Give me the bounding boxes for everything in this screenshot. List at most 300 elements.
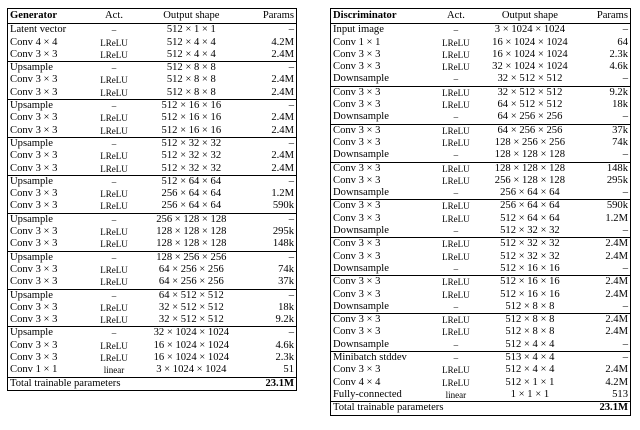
layer-cell: Conv 3 × 3 — [331, 200, 435, 213]
table-row — [331, 213, 631, 225]
activation-cell: LReLU — [435, 238, 477, 251]
table-row — [8, 340, 297, 352]
table-row — [8, 112, 297, 124]
layer-cell: Conv 3 × 3 — [10, 301, 58, 313]
table-row — [8, 352, 297, 364]
params-cell: 4.6k — [609, 61, 628, 73]
activation-cell: LReLU — [100, 264, 128, 275]
output-shape-cell: 256 × 64 × 64 — [161, 200, 222, 212]
activation-cell: – — [453, 339, 459, 350]
activation-cell: LReLU — [100, 151, 128, 162]
layer-cell: Conv 3 × 3 — [333, 326, 381, 338]
params-cell: – — [622, 300, 628, 312]
activation-cell: LReLU — [442, 289, 470, 300]
output-shape-cell: 16 × 1024 × 1024 — [492, 36, 568, 48]
output-shape-cell: 512 × 8 × 8 — [136, 62, 247, 75]
params-cell: – — [622, 149, 628, 161]
layer-cell: Upsample — [8, 100, 93, 113]
layer-cell: Conv 3 × 3 — [333, 136, 381, 148]
params-cell: 64 — [617, 36, 628, 48]
table-row — [331, 61, 631, 73]
header-act: Act. — [435, 9, 477, 24]
table-row — [331, 162, 631, 175]
params-cell: 2.4M — [271, 86, 294, 98]
output-shape-cell: 32 × 512 × 512 — [497, 73, 563, 85]
generator-header-row — [8, 9, 297, 24]
layer-cell: Downsample — [333, 187, 389, 199]
table-row — [331, 238, 631, 251]
layer-cell: Conv 1 × 1 — [10, 364, 58, 376]
layer-cell: Upsample — [8, 175, 93, 188]
activation-cell: linear — [445, 389, 467, 400]
output-shape-cell: 512 × 32 × 32 — [477, 238, 583, 251]
params-cell: – — [622, 338, 628, 350]
params-cell: 148k — [583, 162, 631, 175]
layer-cell: Conv 3 × 3 — [333, 364, 381, 376]
layer-cell: Conv 3 × 3 — [331, 162, 435, 175]
activation-cell: LReLU — [100, 125, 128, 136]
activation-cell: LReLU — [435, 162, 477, 175]
layer-cell: Latent vector — [10, 24, 67, 36]
layer-cell: Conv 3 × 3 — [10, 124, 58, 136]
activation-cell: – — [111, 25, 117, 36]
output-shape-cell: 16 × 1024 × 1024 — [153, 339, 230, 351]
table-row — [331, 289, 631, 301]
discriminator-table — [330, 8, 631, 416]
activation-cell: LReLU — [442, 37, 470, 48]
layer-cell: Conv 3 × 3 — [10, 112, 58, 124]
layer-cell: Upsample — [8, 137, 93, 150]
table-row — [8, 226, 297, 238]
table-row — [8, 213, 297, 226]
params-cell: 1.2M — [271, 188, 294, 200]
params-cell: – — [288, 24, 294, 36]
activation-cell: – — [92, 137, 136, 150]
layer-cell: Conv 3 × 3 — [10, 263, 58, 275]
activation-cell: LReLU — [100, 315, 128, 326]
activation-cell: – — [92, 62, 136, 75]
layer-cell: Conv 3 × 3 — [10, 188, 58, 200]
table-row — [331, 175, 631, 187]
output-shape-cell: 512 × 8 × 8 — [477, 314, 583, 327]
output-shape-cell: 32 × 512 × 512 — [158, 314, 224, 326]
activation-cell: LReLU — [100, 87, 128, 98]
layer-cell: Downsample — [333, 262, 389, 274]
activation-cell: LReLU — [100, 227, 128, 238]
params-cell: 74k — [612, 136, 628, 148]
output-shape-cell: 32 × 1024 × 1024 — [136, 327, 247, 340]
layer-cell: Conv 3 × 3 — [333, 288, 381, 300]
layer-cell: Conv 3 × 3 — [10, 226, 58, 238]
table-row — [331, 73, 631, 86]
total-label: Total trainable parameters — [8, 377, 247, 390]
table-row — [331, 276, 631, 289]
output-shape-cell: 1 × 1 × 1 — [510, 388, 550, 400]
table-row — [331, 251, 631, 263]
activation-cell: – — [92, 175, 136, 188]
output-shape-cell: 512 × 16 × 16 — [161, 124, 222, 136]
output-shape-cell: 512 × 1 × 1 — [166, 24, 216, 36]
activation-cell: – — [453, 301, 459, 312]
table-row — [331, 49, 631, 61]
table-row — [8, 200, 297, 213]
output-shape-cell: 512 × 4 × 4 — [166, 36, 216, 48]
activation-cell: LReLU — [100, 113, 128, 124]
layer-cell: Input image — [333, 24, 384, 36]
output-shape-cell: 16 × 1024 × 1024 — [153, 352, 230, 364]
params-cell: – — [622, 24, 628, 36]
layer-cell: Conv 3 × 3 — [10, 314, 58, 326]
output-shape-cell: 16 × 1024 × 1024 — [492, 48, 568, 60]
output-shape-cell: 3 × 1024 × 1024 — [494, 24, 566, 36]
params-cell: – — [622, 225, 628, 237]
params-cell: 9.2k — [275, 314, 294, 326]
output-shape-cell: 512 × 32 × 32 — [500, 250, 560, 262]
activation-cell: – — [92, 100, 136, 113]
layer-cell: Conv 3 × 3 — [10, 150, 58, 162]
activation-cell: LReLU — [442, 137, 470, 148]
params-cell: 4.2M — [605, 376, 628, 388]
output-shape-cell: 512 × 32 × 32 — [136, 137, 247, 150]
table-row — [8, 37, 297, 49]
output-shape-cell: 256 × 128 × 128 — [136, 213, 247, 226]
table-row — [331, 200, 631, 213]
activation-cell: LReLU — [442, 377, 470, 388]
output-shape-cell: 512 × 8 × 8 — [166, 86, 216, 98]
table-row — [331, 352, 631, 365]
params-cell: – — [622, 262, 628, 274]
activation-cell: LReLU — [100, 201, 128, 212]
table-row — [331, 99, 631, 111]
output-shape-cell: 512 × 8 × 8 — [505, 300, 555, 312]
params-cell: 51 — [283, 364, 294, 376]
table-row — [331, 314, 631, 327]
params-cell: 2.4M — [271, 112, 294, 124]
output-shape-cell: 512 × 4 × 4 — [505, 338, 555, 350]
layer-cell: Conv 1 × 1 — [333, 36, 381, 48]
layer-cell: Upsample — [8, 213, 93, 226]
params-cell: – — [247, 175, 297, 188]
params-cell: 2.4M — [583, 314, 631, 327]
output-shape-cell: 512 × 8 × 8 — [166, 74, 216, 86]
header-params: Params — [583, 9, 631, 24]
header-params: Params — [247, 9, 297, 24]
table-row — [331, 37, 631, 49]
params-cell: 590k — [272, 200, 294, 212]
output-shape-cell: 512 × 16 × 16 — [161, 112, 222, 124]
output-shape-cell: 32 × 1024 × 1024 — [492, 61, 568, 73]
table-row — [8, 276, 297, 289]
params-cell: 18k — [278, 301, 294, 313]
layer-cell: Conv 3 × 3 — [331, 276, 435, 289]
activation-cell: – — [92, 327, 136, 340]
output-shape-cell: 3 × 1024 × 1024 — [156, 364, 227, 376]
table-row — [8, 327, 297, 340]
total-value: 23.1M — [247, 377, 297, 390]
output-shape-cell: 512 × 32 × 32 — [161, 162, 222, 174]
total-row — [331, 402, 631, 415]
params-cell: 2.4M — [605, 364, 628, 376]
header-layer: Discriminator — [331, 9, 435, 24]
params-cell: 2.4M — [583, 238, 631, 251]
layer-cell: Minibatch stddev — [331, 352, 435, 365]
output-shape-cell: 512 × 16 × 16 — [136, 100, 247, 113]
params-cell: 37k — [278, 276, 294, 288]
params-cell: 37k — [583, 124, 631, 137]
output-shape-cell: 64 × 512 × 512 — [497, 99, 563, 111]
output-shape-cell: 64 × 256 × 256 — [158, 263, 224, 275]
layer-cell: Conv 3 × 3 — [333, 174, 381, 186]
table-row — [331, 111, 631, 124]
activation-cell: LReLU — [100, 163, 128, 174]
params-cell: 513 — [612, 388, 628, 400]
layer-cell: Conv 3 × 3 — [10, 162, 58, 174]
table-row — [331, 225, 631, 238]
layer-cell: Conv 3 × 3 — [331, 238, 435, 251]
output-shape-cell: 128 × 128 × 128 — [156, 238, 227, 250]
params-cell: – — [247, 213, 297, 226]
table-row — [8, 137, 297, 150]
output-shape-cell: 512 × 4 × 4 — [505, 364, 555, 376]
table-row — [331, 339, 631, 352]
output-shape-cell: 256 × 64 × 64 — [500, 187, 560, 199]
output-shape-cell: 512 × 32 × 32 — [161, 150, 222, 162]
activation-cell: – — [453, 188, 459, 199]
layer-cell: Downsample — [333, 73, 389, 85]
activation-cell: – — [453, 112, 459, 123]
table-row — [8, 87, 297, 100]
table-row — [8, 264, 297, 276]
params-cell: – — [622, 73, 628, 85]
params-cell: 295k — [606, 174, 628, 186]
params-cell: 2.4M — [271, 74, 294, 86]
params-cell: 2.4M — [605, 250, 628, 262]
table-row — [331, 377, 631, 389]
generator-table — [7, 8, 297, 391]
activation-cell: – — [92, 289, 136, 302]
output-shape-cell: 64 × 512 × 512 — [136, 289, 247, 302]
params-cell: 2.4M — [271, 162, 294, 174]
activation-cell: – — [453, 263, 459, 274]
table-row — [8, 100, 297, 113]
activation-cell: – — [435, 352, 477, 365]
total-value: 23.1M — [583, 402, 631, 415]
params-cell: 2.3k — [609, 48, 628, 60]
activation-cell: LReLU — [100, 189, 128, 200]
layer-cell: Upsample — [8, 62, 93, 75]
params-cell: 2.4M — [271, 124, 294, 136]
output-shape-cell: 128 × 128 × 128 — [494, 149, 566, 161]
output-shape-cell: 512 × 16 × 16 — [500, 288, 560, 300]
table-row — [331, 124, 631, 137]
activation-cell: – — [92, 251, 136, 264]
activation-cell: LReLU — [442, 49, 470, 60]
params-cell: 2.4M — [271, 150, 294, 162]
table-row — [8, 163, 297, 176]
table-row — [8, 314, 297, 327]
activation-cell: LReLU — [435, 86, 477, 99]
table-row — [331, 364, 631, 376]
activation-cell: – — [92, 213, 136, 226]
total-label: Total trainable parameters — [331, 402, 583, 415]
layer-cell: Conv 3 × 3 — [10, 276, 58, 288]
layer-cell: Downsample — [333, 225, 389, 237]
params-cell: – — [583, 352, 631, 365]
params-cell: – — [247, 327, 297, 340]
params-cell: 74k — [278, 263, 294, 275]
activation-cell: LReLU — [100, 49, 128, 60]
activation-cell: LReLU — [442, 365, 470, 376]
header-act: Act. — [92, 9, 136, 24]
table-row — [331, 263, 631, 276]
table-row — [8, 62, 297, 75]
output-shape-cell: 512 × 4 × 4 — [166, 48, 216, 60]
output-shape-cell: 128 × 128 × 128 — [477, 162, 583, 175]
layer-cell: Conv 3 × 3 — [331, 86, 435, 99]
activation-cell: LReLU — [100, 37, 128, 48]
layer-cell: Conv 3 × 3 — [10, 238, 58, 250]
table-row — [8, 364, 297, 377]
params-cell: 18k — [612, 99, 628, 111]
layer-cell: Upsample — [8, 327, 93, 340]
activation-cell: – — [453, 74, 459, 85]
header-shape: Output shape — [477, 9, 583, 24]
layer-cell: Conv 3 × 3 — [10, 200, 58, 212]
layer-cell: Conv 3 × 3 — [333, 99, 381, 111]
layer-cell: Conv 3 × 3 — [333, 61, 381, 73]
output-shape-cell: 256 × 128 × 128 — [494, 174, 566, 186]
table-row — [8, 238, 297, 251]
table-row — [331, 187, 631, 200]
activation-cell: LReLU — [442, 251, 470, 262]
params-cell: 1.2M — [605, 212, 628, 224]
layer-cell: Upsample — [8, 289, 93, 302]
table-row — [8, 251, 297, 264]
discriminator-header-row — [331, 9, 631, 24]
params-cell: – — [622, 111, 628, 123]
output-shape-cell: 64 × 256 × 256 — [497, 111, 563, 123]
output-shape-cell: 512 × 1 × 1 — [505, 376, 555, 388]
params-cell: 2.4M — [605, 326, 628, 338]
table-row — [8, 188, 297, 200]
output-shape-cell: 512 × 32 × 32 — [500, 225, 560, 237]
output-shape-cell: 256 × 64 × 64 — [477, 200, 583, 213]
params-cell: 2.4M — [271, 48, 294, 60]
output-shape-cell: 128 × 256 × 256 — [494, 136, 566, 148]
layer-cell: Conv 4 × 4 — [333, 376, 381, 388]
header-layer: Generator — [8, 9, 93, 24]
params-cell: 4.6k — [275, 339, 294, 351]
table-row — [8, 289, 297, 302]
params-cell: 4.2M — [271, 36, 294, 48]
activation-cell: – — [453, 25, 459, 36]
table-row — [8, 150, 297, 162]
table-row — [8, 49, 297, 62]
output-shape-cell: 512 × 64 × 64 — [136, 175, 247, 188]
table-row — [8, 302, 297, 314]
activation-cell: LReLU — [442, 213, 470, 224]
params-cell: – — [247, 289, 297, 302]
activation-cell: LReLU — [435, 276, 477, 289]
layer-cell: Conv 3 × 3 — [331, 314, 435, 327]
table-row — [331, 326, 631, 338]
output-shape-cell: 512 × 16 × 16 — [477, 276, 583, 289]
layer-cell: Conv 3 × 3 — [10, 48, 58, 60]
activation-cell: LReLU — [442, 62, 470, 73]
layer-cell: Conv 3 × 3 — [10, 86, 58, 98]
output-shape-cell: 32 × 512 × 512 — [477, 86, 583, 99]
table-row — [331, 389, 631, 402]
params-cell: – — [247, 100, 297, 113]
output-shape-cell: 512 × 64 × 64 — [500, 212, 560, 224]
table-row — [331, 86, 631, 99]
output-shape-cell: 64 × 256 × 256 — [477, 124, 583, 137]
params-cell: 148k — [272, 238, 294, 250]
activation-cell: LReLU — [100, 277, 128, 288]
activation-cell: LReLU — [100, 239, 128, 250]
table-row — [331, 301, 631, 314]
layer-cell: Upsample — [8, 251, 93, 264]
output-shape-cell: 256 × 64 × 64 — [161, 188, 222, 200]
params-cell: 2.4M — [605, 288, 628, 300]
table-row — [8, 175, 297, 188]
layer-cell: Downsample — [333, 300, 389, 312]
table-row — [331, 24, 631, 37]
table-row — [331, 149, 631, 162]
params-cell: 590k — [583, 200, 631, 213]
layer-cell: Conv 3 × 3 — [10, 74, 58, 86]
layer-cell: Conv 4 × 4 — [10, 36, 58, 48]
activation-cell: LReLU — [435, 124, 477, 137]
activation-cell: LReLU — [435, 200, 477, 213]
output-shape-cell: 128 × 128 × 128 — [156, 226, 227, 238]
layer-cell: Downsample — [333, 111, 389, 123]
activation-cell: LReLU — [435, 314, 477, 327]
layer-cell: Conv 3 × 3 — [333, 250, 381, 262]
output-shape-cell: 32 × 512 × 512 — [158, 301, 224, 313]
layer-cell: Conv 3 × 3 — [331, 124, 435, 137]
activation-cell: – — [453, 226, 459, 237]
layer-cell: Downsample — [333, 149, 389, 161]
activation-cell: LReLU — [100, 340, 128, 351]
layer-cell: Conv 3 × 3 — [333, 48, 381, 60]
activation-cell: linear — [103, 365, 125, 376]
activation-cell: LReLU — [100, 353, 128, 364]
table-row — [8, 125, 297, 138]
params-cell: – — [622, 187, 628, 199]
output-shape-cell: 513 × 4 × 4 — [477, 352, 583, 365]
activation-cell: – — [453, 150, 459, 161]
header-shape: Output shape — [136, 9, 247, 24]
activation-cell: LReLU — [100, 302, 128, 313]
activation-cell: LReLU — [100, 75, 128, 86]
total-row — [8, 377, 297, 390]
params-cell: – — [247, 62, 297, 75]
layer-cell: Conv 3 × 3 — [10, 352, 58, 364]
table-row — [8, 74, 297, 86]
params-cell: 295k — [272, 226, 294, 238]
output-shape-cell: 128 × 256 × 256 — [136, 251, 247, 264]
output-shape-cell: 512 × 8 × 8 — [505, 326, 555, 338]
params-cell: 2.4M — [583, 276, 631, 289]
layer-cell: Conv 3 × 3 — [333, 212, 381, 224]
activation-cell: LReLU — [442, 327, 470, 338]
activation-cell: LReLU — [442, 100, 470, 111]
params-cell: 9.2k — [583, 86, 631, 99]
params-cell: – — [247, 251, 297, 264]
layer-cell: Conv 3 × 3 — [10, 339, 58, 351]
activation-cell: LReLU — [442, 175, 470, 186]
